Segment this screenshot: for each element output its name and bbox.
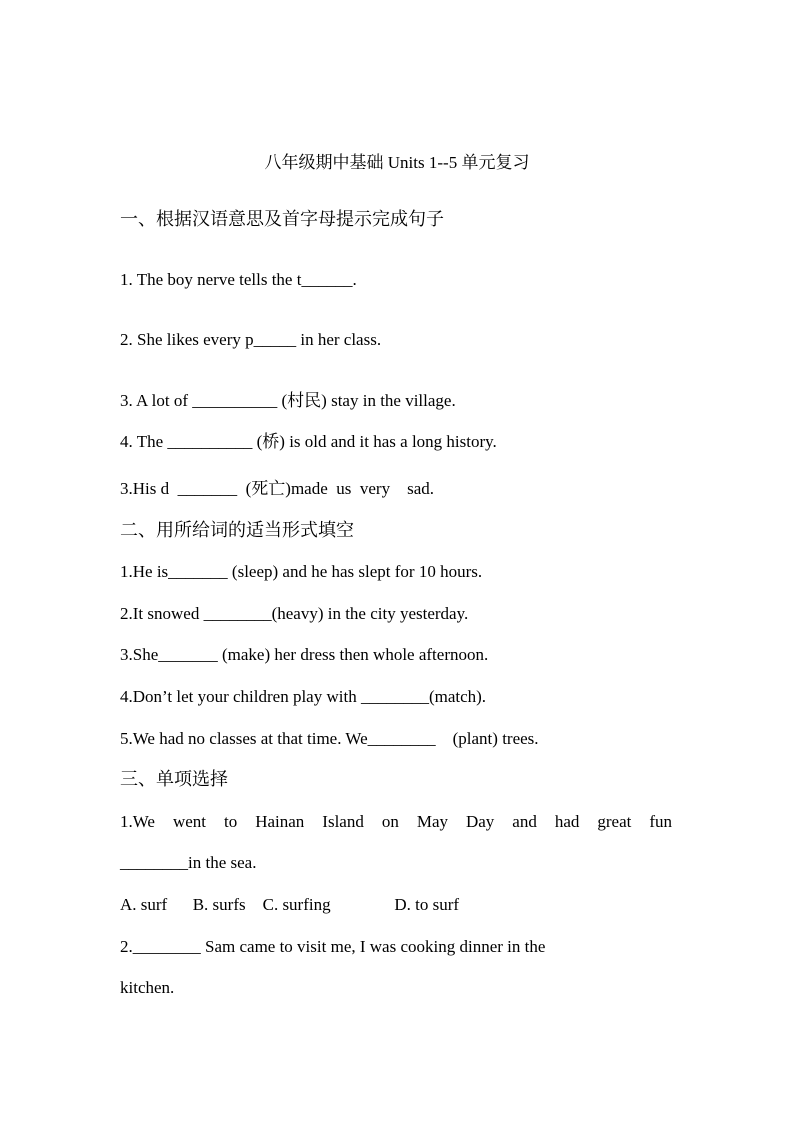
section3-q2-line2: kitchen. [120, 978, 175, 997]
section1-item-3: 3. A lot of __________ (村民) stay in the village. [120, 391, 456, 410]
section1-item-4: 4. The __________ (桥) is old and it has a long history. [120, 432, 497, 451]
section2-item-1: 1.He is_______ (sleep) and he has slept for 10 hours. [120, 562, 483, 581]
section2-item-3: 3.She_______ (make) her dress then whole afternoon. [120, 645, 489, 664]
document-title: 八年级期中基础 Units 1--5 单元复习 [264, 153, 530, 172]
section1-item-1: 1. The boy nerve tells the t______. [120, 270, 357, 289]
section2-heading: 二、用所给词的适当形式填空 [120, 520, 354, 540]
section1-item-2: 2. She likes every p_____ in her class. [120, 330, 382, 349]
section2-item-2: 2.It snowed ________(heavy) in the city yesterday. [120, 604, 469, 623]
section3-heading: 三、单项选择 [120, 769, 228, 789]
section2-item-5: 5.We had no classes at that time. We________ (plant) trees. [120, 729, 539, 748]
section2-item-4: 4.Don’t let your children play with ________(match). [120, 687, 487, 706]
section1-item-5: 3.His d _______ (死亡)made us very sad. [120, 479, 434, 498]
section3-q1-options: A. surf B. surfs C. surfing D. to surf [120, 895, 460, 914]
section3-q1-line1: 1.We went to Hainan Island on May Day and had great fun [120, 812, 672, 831]
section3-q1-line2: ________in the sea. [120, 853, 257, 872]
section3-q2-line1: 2.________ Sam came to visit me, I was cooking dinner in the [120, 937, 546, 956]
section1-heading: 一、根据汉语意思及首字母提示完成句子 [120, 209, 444, 229]
